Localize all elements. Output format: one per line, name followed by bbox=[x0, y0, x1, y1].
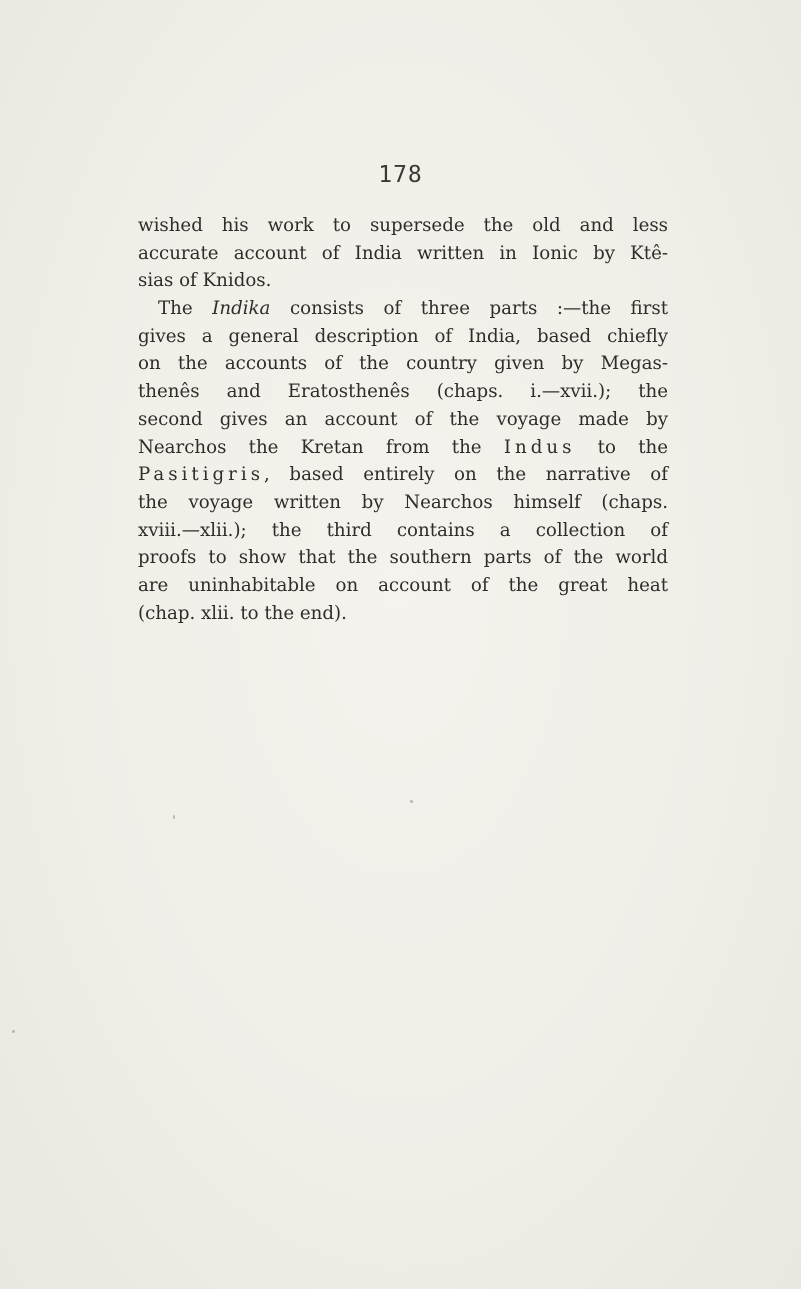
title-indika: Indika bbox=[212, 298, 271, 320]
text-line-4 bbox=[138, 295, 668, 323]
line-9-lead: Nearchos the Kretan from the bbox=[138, 436, 504, 458]
text-line-7: thenês and Eratosthenês (chaps. i.—xvii.); the bbox=[138, 381, 668, 403]
text-line-12: xviii.—xlii.); the third contains a collection of bbox=[138, 519, 668, 541]
text-line-9 bbox=[138, 434, 668, 462]
text-line-10 bbox=[138, 461, 668, 489]
text-line-13: proofs to show that the southern parts of the world bbox=[138, 547, 668, 569]
text-line-11: the voyage written by Nearchos himself (chaps. bbox=[138, 491, 668, 513]
line-9-rest: to the bbox=[575, 436, 668, 458]
text-line-6: on the accounts of the country given by Megas- bbox=[138, 353, 668, 375]
page-number: 178 bbox=[378, 162, 423, 188]
text-line-5: gives a general description of India, based chiefly bbox=[138, 325, 668, 347]
place-indus: Indus bbox=[503, 436, 576, 458]
text-line-15: (chap. xlii. to the end). bbox=[138, 602, 347, 624]
paper-speck bbox=[173, 815, 175, 819]
text-line-2: accurate account of India written in Ionic by Ktê- bbox=[138, 242, 668, 264]
body-text bbox=[138, 212, 668, 627]
paper-speck bbox=[12, 1030, 15, 1033]
text-line-8: second gives an account of the voyage made by bbox=[138, 408, 668, 430]
place-pasitigris: Pasitigris bbox=[138, 464, 265, 486]
paper-speck bbox=[410, 800, 413, 803]
line-4-rest: consists of three parts :—the first bbox=[270, 298, 669, 320]
line-10-rest: , based entirely on the narrative of bbox=[264, 464, 668, 486]
text-line-1: wished his work to supersede the old and less bbox=[138, 215, 668, 236]
line-4-lead: The bbox=[158, 298, 213, 320]
text-line-3: sias of Knidos. bbox=[138, 270, 272, 292]
text-line-14: are uninhabitable on account of the great heat bbox=[138, 574, 668, 596]
